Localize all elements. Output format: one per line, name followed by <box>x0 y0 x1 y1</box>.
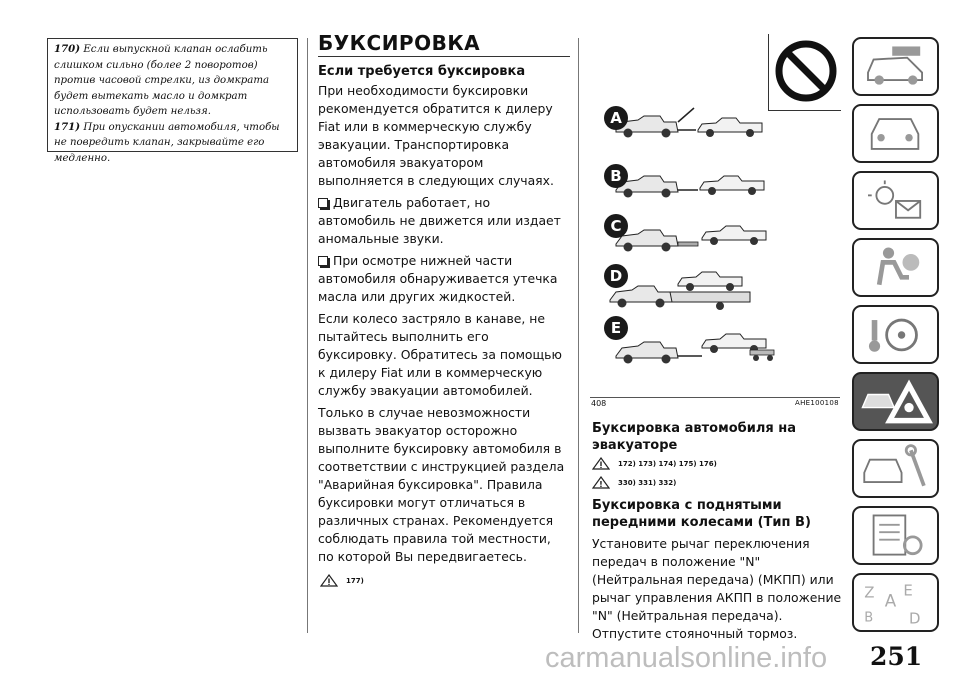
tow-truck-section <box>592 420 842 643</box>
bullet-text: Двигатель работает, но автомобиль не движется или издает аномальные звуки. <box>318 195 561 246</box>
specifications-icon <box>854 508 937 563</box>
figure-caption-rule <box>590 397 840 398</box>
warning-text: Если выпускной клапан ослабить слишком сильно (более 2 поворотов) против часовой стрелки, из домкрата будет вытекать масло и домкрат использовать будет нельзя. <box>54 44 270 117</box>
column-divider <box>307 38 308 633</box>
svg-text:D: D <box>909 609 921 628</box>
tab-vehicle[interactable] <box>852 104 939 163</box>
svg-text:E: E <box>903 581 913 600</box>
tab-warning-lights[interactable] <box>852 171 939 230</box>
page-number: 251 <box>870 642 923 671</box>
bullet-item <box>318 252 570 306</box>
section-body <box>318 82 570 566</box>
towing-figure <box>590 34 840 394</box>
figure-label-c: C <box>604 214 628 238</box>
warning-number: 171) <box>54 120 81 133</box>
warning-box <box>47 38 298 164</box>
section-heading: Буксировка автомобиля на эвакуаторе <box>592 421 796 453</box>
steering-key-icon <box>854 307 937 362</box>
bullet-item <box>318 194 570 248</box>
figure-label-a: A <box>604 106 628 130</box>
airbag-seat-icon <box>854 240 937 295</box>
caution-reference <box>592 476 842 489</box>
tab-index[interactable] <box>852 573 939 632</box>
tab-emergency[interactable] <box>852 372 939 431</box>
warning-triangle-icon <box>592 457 610 470</box>
caution-triangle-icon <box>592 476 610 489</box>
paragraph: Установите рычаг переключения передач в положение "N" (Нейтральная передача) (МКПП) или рычаг управления АКПП в положение "N" (Нейтральная передача). Отпустите стояночный тормоз. <box>592 536 842 641</box>
warning-reference <box>592 457 842 470</box>
paragraph: Только в случае невозможности вызвать эвакуатор осторожно выполните буксировку автомобиля в соответствии с инструкцией раздела "Аварийная буксировка". Правила буксировки могут отличаться в различных странах. Рекомендуется соблюдать правила той местности, по которой Вы передвигаетесь. <box>318 405 565 564</box>
towing-section <box>318 31 570 587</box>
figure-code: AHE100108 <box>795 399 839 407</box>
section-title: БУКСИРОВКА <box>318 31 481 55</box>
svg-text:!: ! <box>599 480 603 489</box>
warning-lights-icon <box>854 173 937 228</box>
warning-item-171 <box>54 120 291 167</box>
reference-numbers: 177) <box>346 576 364 585</box>
warning-number: 170) <box>54 43 81 55</box>
figure-label-e: E <box>604 316 628 340</box>
svg-text:Z: Z <box>864 583 875 602</box>
tab-technical-data[interactable] <box>852 506 939 565</box>
alphabet-index-icon <box>854 575 937 630</box>
reference-numbers: 172) 173) 174) 175) 176) <box>618 459 717 468</box>
figure-label-b: B <box>604 164 628 188</box>
figure-label-d: D <box>604 264 628 288</box>
car-dashboard-icon <box>854 39 937 94</box>
towing-types-illustration <box>590 94 840 394</box>
tab-safety[interactable] <box>852 238 939 297</box>
tab-maintenance[interactable] <box>852 439 939 498</box>
figure-number: 408 <box>591 399 607 408</box>
tab-dashboard[interactable] <box>852 37 939 96</box>
warning-reference <box>320 574 570 587</box>
bullet-text: При осмотре нижней части автомобиля обнаруживается утечка масла или других жидкостей. <box>318 253 558 304</box>
paragraph: Если колесо застряло в канаве, не пытайтесь выполнить его буксировку. Обратитесь за помощью к дилеру Fiat или в коммерческую службу эвакуации автомобилей. <box>318 311 562 398</box>
tab-starting-driving[interactable] <box>852 305 939 364</box>
reference-numbers: 330) 331) 332) <box>618 478 677 487</box>
column-divider <box>578 38 579 633</box>
checkbox-bullet-icon <box>318 198 328 208</box>
emergency-triangle-icon <box>854 374 937 429</box>
car-front-icon <box>854 106 937 161</box>
paragraph: При необходимости буксировки рекомендуется обратится к дилеру Fiat или в коммерческую службу эвакуации. Транспортировка автомобиля эвакуатором выполняется в следующих случаях. <box>318 83 554 188</box>
section-subtitle: Если требуется буксировка <box>318 64 526 79</box>
checkbox-bullet-icon <box>318 256 328 266</box>
car-service-icon <box>854 441 937 496</box>
warning-triangle-icon <box>320 574 338 587</box>
warning-text: При опускании автомобиля, чтобы не повредить клапан, закрывайте его медленно. <box>54 121 280 164</box>
warning-item-170 <box>54 42 291 120</box>
title-underline <box>318 56 570 57</box>
svg-text:A: A <box>884 590 897 611</box>
svg-text:B: B <box>864 610 874 626</box>
watermark-text: carmanualsonline.info <box>545 642 828 674</box>
section-heading: Буксировка с поднятыми передними колесами (Тип B) <box>592 498 811 530</box>
